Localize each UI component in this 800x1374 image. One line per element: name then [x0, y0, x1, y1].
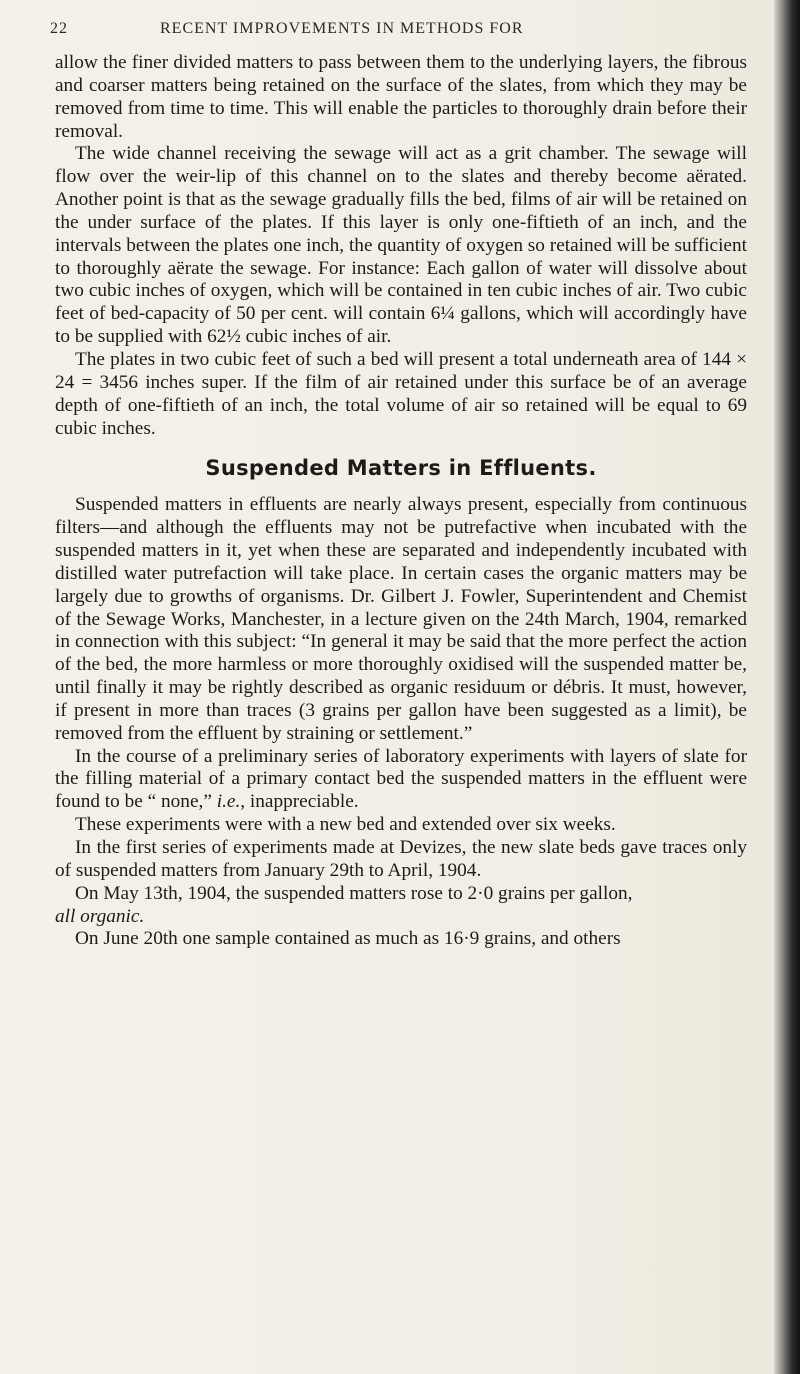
- paragraph-9: On June 20th one sample contained as much as 16·9 grains, and others: [75, 928, 621, 950]
- paragraph-2: The wide channel receiving the sewage will act as a grit chamber. The sewage will flow over the weir-lip of this channel on to the slates and thereby become aërated. Another point is that as the sewage gradually fills the bed, films of air will be retained on the under surface of the plates. If this layer is only one-fiftieth of an inch, and the intervals between the plates one inch, the quantity of oxygen so retained will be sufficient to thoroughly aërate the sewage. For instance: Each gallon of water will dissolve about two cubic inches of oxygen, which will be contained in ten cubic inches of air. Two cubic feet of bed-capacity of 50 per cent. will contain 6¼ gallons, which will accordingly have to be supplied with 62½ cubic inches of air.: [55, 143, 747, 348]
- paragraph-5-text: In the course of a preliminary series of laboratory experiments with layers of slate for the filling material of a primary contact bed the suspended matters in the effluent were found to be “ none,”: [55, 745, 747, 813]
- paragraph-1: allow the finer divided matters to pass between them to the underlying layers, the fibrous and coarser matters being retained on the surface of the slates, from which they may be removed from time to time. This will enable the particles to thoroughly drain before their removal.: [55, 52, 747, 142]
- paragraph-6: These experiments were with a new bed and extended over six weeks.: [75, 814, 616, 836]
- paragraph-8: On May 13th, 1904, the suspended matters rose to 2·0 grains per gallon,: [75, 882, 633, 904]
- running-title: RECENT IMPROVEMENTS IN METHODS FOR: [160, 20, 524, 37]
- paragraph-7: In the first series of experiments made at Devizes, the new slate beds gave traces only of suspended matters from January 29th to April, 1904.: [55, 837, 747, 881]
- page-number: 22: [50, 20, 68, 37]
- paragraph-8-cont: [55, 906, 747, 929]
- ie-italic: i.e.: [216, 791, 241, 813]
- paragraph-5-end: , inappreciable.: [240, 791, 359, 813]
- all-organic-italic: all organic.: [55, 905, 145, 927]
- paragraph-3: The plates in two cubic feet of such a bed will present a total underneath area of 144 × 24 = 3456 inches super. If the film of air retained under this surface be of an average depth of one-fiftieth of an inch, the total volume of air so retained will be equal to 69 cubic inches.: [55, 348, 747, 439]
- page-edge-shadow: [774, 0, 800, 1374]
- paragraph-5: [55, 746, 747, 815]
- section-heading: Suspended Matters in Effluents.: [205, 456, 597, 481]
- paragraph-4: Suspended matters in effluents are nearly always present, especially from continuous filters—and although the effluents may not be putrefactive when incubated with the suspended matters in it, yet when these are separated and independently incubated with distilled water putrefaction will take place. In certain cases the organic matters may be largely due to growths of organisms. Dr. Gilbert J. Fowler, Superintendent and Chemist of the Sewage Works, Manchester, in a lecture given on the 24th March, 1904, remarked in connection with this subject: “In general it may be said that the more perfect the action of the bed, the more harmless or more thoroughly oxidised will the suspended matter be, until finally it may be rightly described as organic residuum or débris. It must, however, if present in more than traces (3 grains per gallon have been suggested as a limit), be removed from the effluent by straining or settlement.”: [55, 494, 747, 744]
- page-body: [55, 52, 747, 951]
